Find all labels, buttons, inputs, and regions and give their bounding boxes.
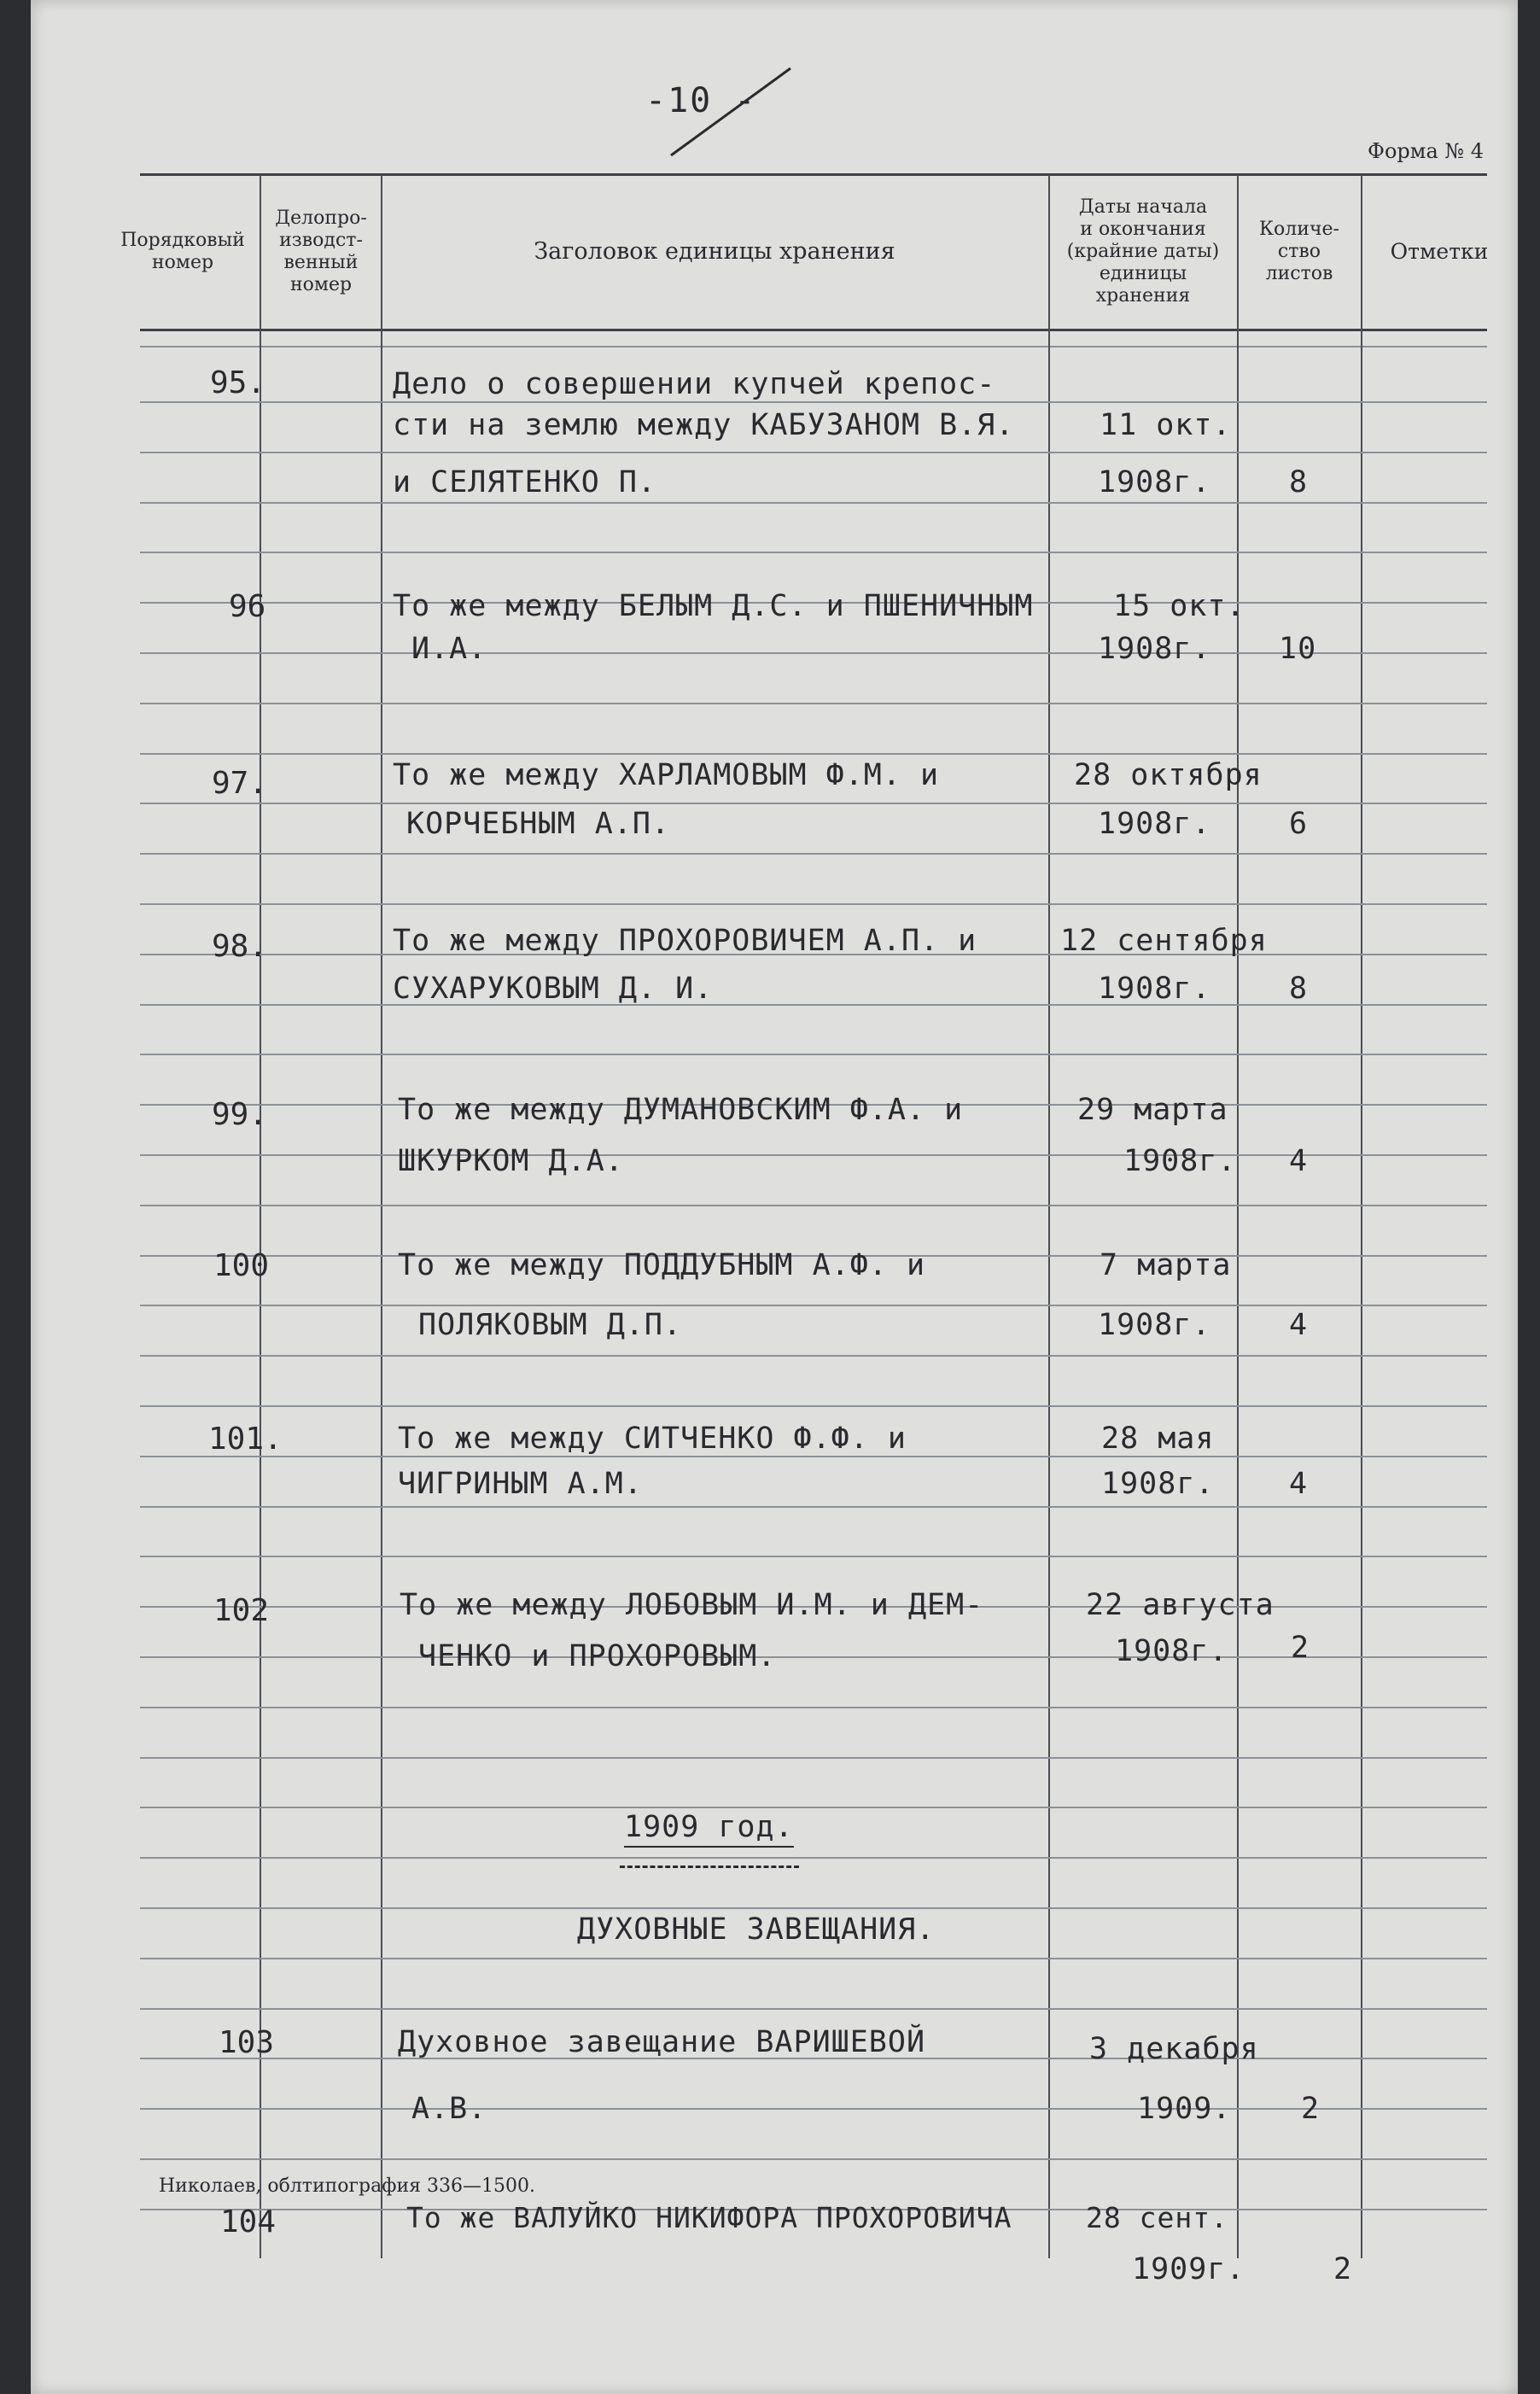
row-title-line: То же между ПОДДУБНЫМ А.Ф. и	[398, 1248, 926, 1282]
page-number: -10 -	[645, 81, 757, 120]
ruled-line	[140, 1707, 1487, 1708]
row-title-line: Духовное завещание ВАРИШЕВОЙ	[398, 2025, 926, 2059]
row-date-year: 1908г.	[1123, 1144, 1237, 1178]
row-title-line: ЧИГРИНЫМ А.М.	[398, 1467, 643, 1501]
ruled-line	[140, 552, 1487, 553]
ruled-line	[140, 1405, 1487, 1407]
header-dates: Даты начала и окончания (крайние даты) единицы хранения	[1066, 196, 1220, 307]
col-divider-2	[381, 175, 382, 2258]
header-bottom-rule	[140, 329, 1487, 331]
section-category-heading: ДУХОВНЫЕ ЗАВЕЩАНИЯ.	[577, 1912, 936, 1947]
row-date-year: 1909г.	[1132, 2252, 1245, 2286]
row-title-line: И.А.	[411, 632, 487, 666]
ruled-line	[140, 1456, 1487, 1457]
row-number: 97.	[212, 766, 268, 801]
row-number: 96	[229, 589, 266, 624]
ruled-line	[140, 1958, 1487, 1959]
row-title-line: и СЕЛЯТЕНКО П.	[393, 465, 657, 499]
header-double-rule	[140, 346, 1487, 347]
row-date-year: 1908г.	[1098, 807, 1211, 841]
section-year-dashed-underline	[620, 1866, 799, 1868]
col-divider-3	[1048, 175, 1050, 2258]
row-number: 95.	[210, 365, 266, 400]
ruled-line	[140, 1305, 1487, 1306]
row-date-year: 1908г.	[1098, 632, 1211, 666]
ruled-line	[140, 853, 1487, 855]
row-date-start: 22 августа	[1086, 1588, 1275, 1622]
row-title-line: То же между ХАРЛАМОВЫМ Ф.М. и	[393, 758, 940, 792]
row-date-start: 28 мая	[1101, 1422, 1215, 1456]
row-title-line: сти на землю между КАБУЗАНОМ В.Я.	[393, 408, 1015, 442]
header-notes: Отметки	[1390, 239, 1489, 264]
col-divider-1	[260, 175, 261, 2258]
row-sheet-count: 2	[1291, 1631, 1310, 1665]
ruled-line	[140, 703, 1487, 704]
row-number: 104	[220, 2204, 277, 2239]
header-office-number: Делопро- изводст- венный номер	[275, 207, 367, 295]
row-date-start: 12 сентября	[1060, 924, 1268, 958]
form-label: Форма № 4	[1368, 139, 1484, 163]
row-title-line: ПОЛЯКОВЫМ Д.П.	[418, 1308, 683, 1342]
header-order-number: Порядковый номер	[120, 230, 245, 273]
row-title-line: То же между СИТЧЕНКО Ф.Ф. и	[398, 1422, 907, 1456]
row-date-start: 3 декабря	[1089, 2032, 1259, 2066]
row-date-start: 15 окт.	[1113, 589, 1245, 623]
row-date-year: 1908г.	[1098, 972, 1211, 1006]
row-sheet-count: 8	[1289, 465, 1309, 499]
ruled-line	[140, 1054, 1487, 1055]
row-number: 100	[213, 1248, 270, 1283]
header-title: Заголовок единицы хранения	[534, 238, 895, 265]
row-number: 103	[219, 2025, 275, 2060]
section-year-heading: 1909 год.	[624, 1810, 794, 1848]
ruled-line	[140, 1857, 1487, 1859]
ruled-line	[140, 1907, 1487, 1909]
ruled-line	[140, 1556, 1487, 1557]
ruled-line	[140, 1807, 1487, 1808]
ruled-line	[140, 1757, 1487, 1759]
row-title-line: ШКУРКОМ Д.А.	[398, 1144, 624, 1178]
row-sheet-count: 8	[1289, 972, 1309, 1006]
header-top-rule	[140, 173, 1487, 176]
printer-imprint: Николаев, облтипография 336—1500.	[159, 2175, 535, 2197]
row-sheet-count: 4	[1289, 1144, 1309, 1178]
row-title-line: А.В.	[411, 2092, 487, 2126]
ruled-line	[140, 903, 1487, 905]
row-sheet-count: 10	[1279, 632, 1317, 666]
ruled-line	[140, 502, 1487, 504]
row-sheet-count: 4	[1289, 1467, 1309, 1501]
row-title-line: Дело о совершении купчей крепос-	[393, 367, 996, 401]
row-title-line: То же между ПРОХОРОВИЧЕМ А.П. и	[393, 924, 977, 958]
row-number: 101.	[208, 1422, 283, 1457]
row-date-year: 1908г.	[1098, 1308, 1211, 1342]
row-title-line: СУХАРУКОВЫМ Д. И.	[393, 972, 714, 1006]
col-divider-5	[1361, 175, 1362, 2258]
row-date-year: 1908г.	[1098, 465, 1211, 499]
ruled-line	[140, 452, 1487, 453]
ruled-line	[140, 803, 1487, 804]
row-date-start: 28 октября	[1074, 758, 1263, 792]
row-title-line: КОРЧЕБНЫМ А.П.	[406, 807, 671, 841]
row-title-line: То же между ДУМАНОВСКИМ Ф.А. и	[398, 1093, 964, 1127]
ruled-line	[140, 2158, 1487, 2160]
row-date-year: 1908г.	[1115, 1634, 1228, 1668]
col-divider-4	[1237, 175, 1239, 2258]
ruled-line	[140, 1506, 1487, 1508]
row-title-line: ЧЕНКО и ПРОХОРОВЫМ.	[418, 1639, 777, 1673]
ruled-line	[140, 2108, 1487, 2110]
row-sheet-count: 6	[1289, 807, 1309, 841]
ruled-line	[140, 753, 1487, 755]
row-date-start: 11 окт.	[1100, 408, 1232, 442]
row-date-start: 7 марта	[1100, 1248, 1232, 1282]
row-title-line: То же между БЕЛЫМ Д.С. и ПШЕНИЧНЫМ	[393, 589, 1034, 623]
row-title-line: То же между ЛОБОВЫМ И.М. и ДЕМ-	[400, 1588, 984, 1622]
row-date-start: 28 сент.	[1086, 2201, 1228, 2234]
row-number: 99.	[212, 1097, 268, 1132]
row-title-line: То же ВАЛУЙКО НИКИФОРА ПРОХОРОВИЧА	[406, 2201, 1012, 2234]
ruled-line	[140, 2008, 1487, 2010]
row-date-year: 1908г.	[1101, 1467, 1215, 1501]
row-number: 102	[213, 1593, 270, 1628]
row-sheet-count: 2	[1301, 2092, 1321, 2126]
archive-inventory-page	[31, 0, 1518, 2394]
page-number-strike-mark	[662, 61, 799, 164]
row-date-start: 29 марта	[1077, 1093, 1228, 1127]
ruled-line	[140, 1205, 1487, 1206]
ruled-line	[140, 401, 1487, 403]
header-sheets: Количе- ство листов	[1259, 219, 1339, 284]
row-sheet-count: 4	[1289, 1308, 1309, 1342]
row-number: 98.	[212, 929, 268, 964]
ruled-line	[140, 1154, 1487, 1156]
row-date-year: 1909.	[1137, 2092, 1232, 2126]
ruled-line	[140, 1355, 1487, 1357]
row-sheet-count: 2	[1333, 2252, 1353, 2286]
ruled-line	[140, 1004, 1487, 1006]
ruled-line	[140, 1656, 1487, 1658]
